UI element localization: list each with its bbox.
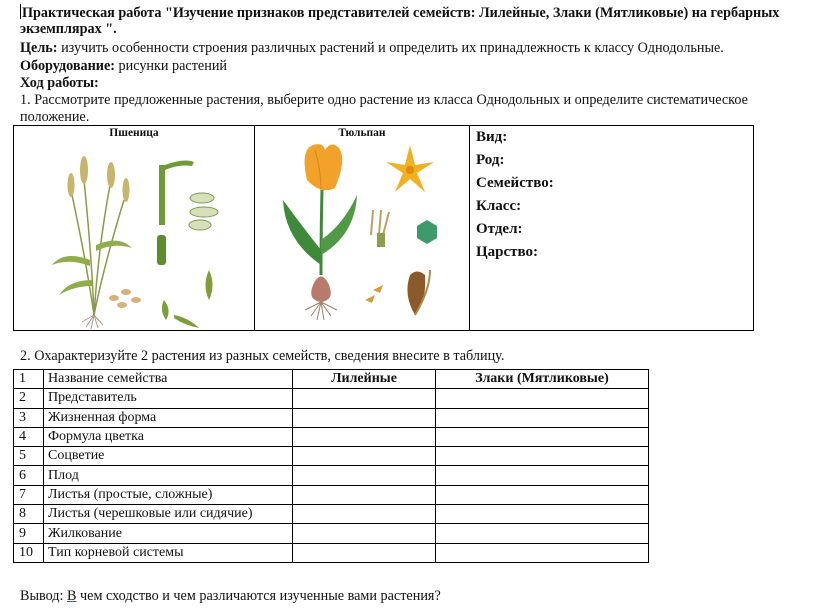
tulip-illustration (255, 140, 469, 330)
grasses-cell[interactable] (436, 447, 649, 466)
conclusion-text: чем сходство и чем различаются изученные вами растения? (76, 588, 441, 604)
table-row (14, 427, 649, 446)
goal-line (20, 40, 724, 57)
grasses-cell[interactable] (436, 524, 649, 543)
grasses-cell[interactable] (436, 505, 649, 524)
lilies-cell[interactable] (293, 408, 436, 427)
table-row (14, 485, 649, 504)
picture-table (13, 125, 754, 331)
table-row (14, 505, 649, 524)
table-row (14, 447, 649, 466)
row-number-cell: 1 (14, 370, 44, 389)
table-row (14, 408, 649, 427)
lilies-cell: Лилейные (293, 370, 436, 389)
wheat-cell (14, 126, 255, 330)
row-name-cell: Жилкование (44, 524, 293, 543)
table-row (14, 370, 649, 389)
row-name-cell: Жизненная форма (44, 408, 293, 427)
taxonomy-cell (470, 126, 753, 330)
lilies-cell[interactable] (293, 427, 436, 446)
taxon-family: Семейство: (476, 175, 554, 191)
equipment-label: Оборудование: (20, 58, 115, 74)
lilies-cell[interactable] (293, 505, 436, 524)
row-number-cell: 4 (14, 427, 44, 446)
row-name-cell: Листья (черешковые или сидячие) (44, 505, 293, 524)
wheat-illustration (14, 140, 254, 330)
task1-line-2: положение. (20, 109, 90, 125)
tulip-cell (255, 126, 470, 330)
equipment-text: рисунки растений (114, 58, 228, 74)
grasses-cell[interactable] (436, 427, 649, 446)
row-name-cell: Плод (44, 466, 293, 485)
title-line-1 (20, 4, 779, 22)
taxon-division: Отдел: (476, 221, 523, 237)
row-name-cell: Соцветие (44, 447, 293, 466)
row-number-cell: 10 (14, 543, 44, 562)
lilies-cell[interactable] (293, 524, 436, 543)
row-number-cell: 9 (14, 524, 44, 543)
taxon-species: Вид: (476, 129, 508, 145)
row-number-cell: 6 (14, 466, 44, 485)
grasses-cell[interactable] (436, 408, 649, 427)
taxon-genus: Род: (476, 152, 505, 168)
row-name-cell: Листья (простые, сложные) (44, 485, 293, 504)
task2-line: 2. Охарактеризуйте 2 растения из разных семейств, сведения внесите в таблицу. (20, 348, 505, 364)
table-row (14, 524, 649, 543)
lilies-cell[interactable] (293, 543, 436, 562)
lilies-cell[interactable] (293, 389, 436, 408)
row-name-cell: Тип корневой системы (44, 543, 293, 562)
taxon-class: Класс: (476, 198, 522, 214)
progress-label: Ход работы: (20, 75, 99, 91)
text-cursor (20, 4, 21, 19)
table-row (14, 543, 649, 562)
lilies-cell[interactable] (293, 466, 436, 485)
row-number-cell: 8 (14, 505, 44, 524)
grasses-cell[interactable] (436, 466, 649, 485)
row-name-cell: Название семейства (44, 370, 293, 389)
row-number-cell: 5 (14, 447, 44, 466)
grasses-cell[interactable] (436, 485, 649, 504)
grasses-cell[interactable] (436, 543, 649, 562)
task1-line-1: 1. Рассмотрите предложенные растения, выберите одно растение из класса Однодольных и определите систематическое (20, 92, 748, 108)
goal-label: Цель: (20, 40, 58, 56)
conclusion-label: Вывод: (20, 588, 67, 604)
equipment-line (20, 58, 227, 75)
taxon-kingdom: Царство: (476, 244, 539, 260)
table-row (14, 466, 649, 485)
title-line-2: экземплярах ". (20, 21, 117, 37)
characteristics-table (13, 369, 649, 563)
wheat-caption: Пшеница (109, 127, 159, 139)
tulip-caption: Тюльпан (338, 127, 386, 139)
lilies-cell[interactable] (293, 447, 436, 466)
row-number-cell: 2 (14, 389, 44, 408)
table-row (14, 389, 649, 408)
goal-text: изучить особенности строения различных растений и определить их принадлежность к классу Однодольные. (57, 40, 724, 56)
row-number-cell: 3 (14, 408, 44, 427)
lilies-cell[interactable] (293, 485, 436, 504)
grasses-cell: Злаки (Мятликовые) (436, 370, 649, 389)
row-name-cell: Представитель (44, 389, 293, 408)
row-name-cell: Формула цветка (44, 427, 293, 446)
conclusion-underlined: В (67, 588, 77, 604)
title-text-1: Практическая работа "Изучение признаков представителей семейств: Лилейные, Злаки (Мятликовые) на гербарных (22, 5, 780, 21)
grasses-cell[interactable] (436, 389, 649, 408)
conclusion-line (20, 588, 441, 605)
row-number-cell: 7 (14, 485, 44, 504)
